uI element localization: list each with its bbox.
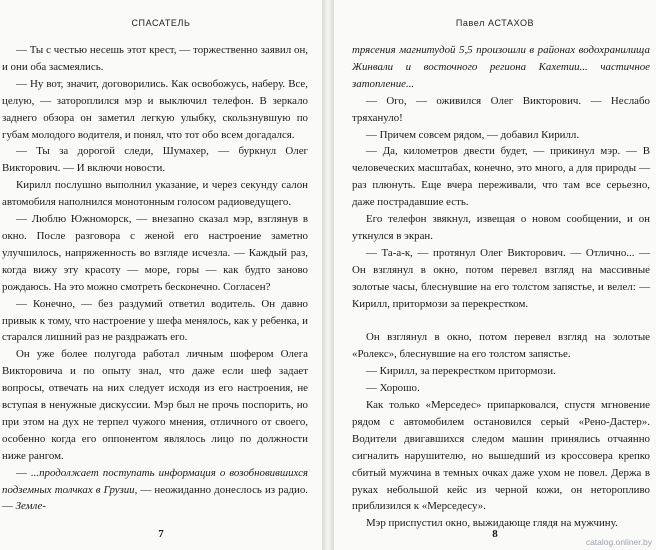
running-header-right: Павел АСТАХОВ — [455, 18, 535, 28]
page-number-left: 7 — [158, 528, 164, 540]
book-gutter — [322, 0, 334, 550]
radio-quote-continuation: трясения магнитудой 5,5 произошли в районах водохранилища Жинвали и восточного региона Кахетии... частичное затопление... — [352, 44, 650, 90]
paragraph: Кирилл послушно выполнил указание, и через секунду салон автомобиля наполнился монотонным голосом радиоведущего. — [2, 179, 308, 209]
right-page-text — [352, 42, 650, 530]
paragraph: — Ты с честью несешь этот крест, — торжественно заявил он, и они оба засмеялись. — [2, 44, 308, 73]
paragraph-radio — [2, 465, 308, 516]
paragraph: Он взглянул в окно, потом перевел взгляд на золотые «Ролекс», блеснувшие на его толстом запястье. — [352, 331, 650, 361]
paragraph: — Конечно, — без раздумий ответил водитель. Он давно привык к тому, что настроение у шефа менялось, как у ребенка, и старался лишний раз не раздражать его. — [2, 297, 308, 344]
left-page-text — [2, 42, 308, 520]
paragraph: — Кирилл, за перекрестком притормози. — [366, 365, 556, 378]
paragraph: Его телефон звякнул, извещая о новом сообщении, и он уткнулся в экран. — [352, 213, 650, 242]
radio-quote-continued: Земле- — [15, 500, 47, 513]
paragraph: — Да, километров двести будет, — прикинул мэр. — В человеческих масштабах, конечно, это много, а для природы — раз плюнуть. Еще вчера переживали, что там все серьезно, даже пострадавшие есть. — [352, 145, 650, 209]
paragraph: — Ого, — оживился Олег Викторович. — Неслабо тряхануло! — [352, 94, 650, 124]
paragraph: — Ну вот, значит, договорились. Как освобожусь, наберу. Все, целую, — затороплился мэр и выключил телефон. В зеркало заднего обзора он заметил легкую улыбку, скользнувшую по губам молодого водителя, и понял, что тот обо всем догадался. — [2, 77, 308, 141]
narration: — неожиданно донеслось из радио. — — [2, 483, 308, 513]
running-header-left: СПАСАТЕЛЬ — [131, 18, 191, 28]
paragraph: — Та-а-к, — протянул Олег Викторович. — Отлично... — Он взглянул в окно, потом перевел взгляд на массивные золотые часы, блеснувшие на его толстом запястье, и велел: — Кирилл, притормози за перекрестком. — [352, 246, 650, 310]
paragraph: — Причем совсем рядом, — добавил Кирилл. — [366, 128, 580, 141]
paragraph: — Хорошо. — [366, 382, 420, 395]
dash: — — [16, 466, 31, 479]
paragraph: — Ты за дорогой следи, Шумахер, — буркнул Олег Викторович. — И включи новости. — [2, 145, 308, 175]
left-page — [0, 0, 322, 550]
paragraph: Как только «Мерседес» припарковался, спустя мгновение рядом с автомобилем остановился серый «Рено-Дастер». Водители двигавшихся следом машин принялись отчаянно сигналить нарушителю, но вышедший из кроссовера крепко сбитый мужчина в темных очках даже ухом не повел. Держа в руках небольшой кейс из черной кожи, он неторопливо приблизился к «Мерседесу». — [352, 399, 650, 513]
paragraph: Он уже более полугода работал личным шофером Олега Викторовича и по опыту знал, что даже если шеф задает вопросы, отвечать на них следует исходя из его настроения, не вступая в ненужные дискуссии. Мэр был не прочь поспорить, но при этом на дух не терпел чужого мнения, отличного от своего, особенно когда его оппонентом являлось лицо по должности ниже рангом. — [2, 348, 308, 462]
paragraph: Мэр приспустил окно, выжидающе глядя на мужчину. — [366, 517, 618, 530]
paragraph: — Люблю Южноморск, — внезапно сказал мэр, взглянув в окно. После разговора с женой его настроение заметно улучшилось, напряженность во взгляде исчезла. — Каждый раз, когда вижу эту красоту — море, горы — как будто заново рождаюсь. На это можно смотреть бесконечно. Согласен? — [2, 213, 308, 293]
radio-quote: ...продолжает поступать информация о возобновившихся подземных толчках в Грузии, — [2, 466, 308, 496]
right-page — [334, 0, 656, 550]
page-number-right: 8 — [492, 528, 498, 540]
watermark: catalog.onliner.by — [585, 537, 652, 547]
